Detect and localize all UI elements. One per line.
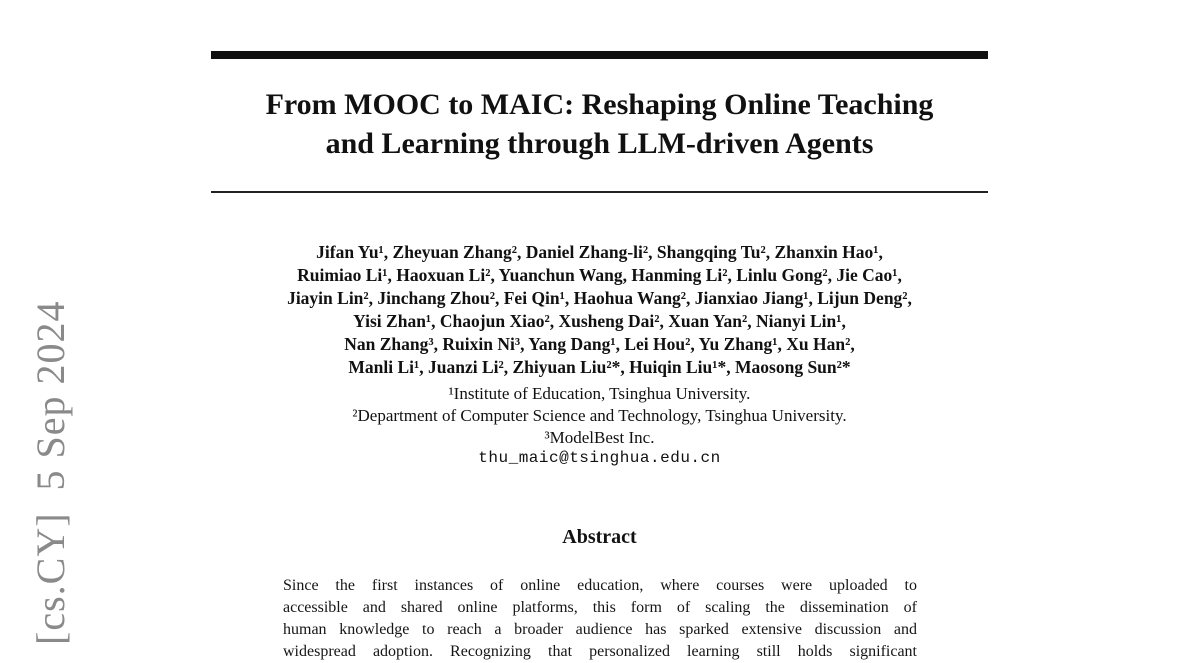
abstract-paragraph <box>283 575 917 663</box>
paper-title <box>211 85 988 163</box>
title-rule-bottom <box>211 191 988 193</box>
affiliation-line-1: ¹Institute of Education, Tsinghua University. <box>448 384 751 403</box>
arxiv-stamp: [cs.CY] 5 Sep 2024 <box>28 300 73 645</box>
abstract-line-4: widespread adoption. Recognizing that personalized learning still holds significant <box>283 643 917 660</box>
contact-email: thu_maic@tsinghua.edu.cn <box>478 449 721 467</box>
affiliation-line-3: ³ModelBest Inc. <box>544 428 655 447</box>
author-line-6: Manli Li¹, Juanzi Li², Zhiyuan Liu²*, Huiqin Liu¹*, Maosong Sun²* <box>348 357 851 377</box>
abstract-heading: Abstract <box>562 526 637 548</box>
affiliation-line-2: ²Department of Computer Science and Technology, Tsinghua University. <box>352 406 847 425</box>
title-rule-top <box>211 51 988 59</box>
abstract-line-1: Since the first instances of online education, where courses were uploaded to <box>283 577 917 594</box>
author-line-5: Nan Zhang³, Ruixin Ni³, Yang Dang¹, Lei Hou², Yu Zhang¹, Xu Han², <box>344 334 855 354</box>
author-line-2: Ruimiao Li¹, Haoxuan Li², Yuanchun Wang, Hanming Li², Linlu Gong², Jie Cao¹, <box>297 265 902 285</box>
author-line-1: Jifan Yu¹, Zheyuan Zhang², Daniel Zhang-li², Shangqing Tu², Zhanxin Hao¹, <box>316 242 883 262</box>
abstract-line-3: human knowledge to reach a broader audience has sparked extensive discussion and <box>283 621 917 638</box>
author-line-4: Yisi Zhan¹, Chaojun Xiao², Xusheng Dai², Xuan Yan², Nianyi Lin¹, <box>353 311 846 331</box>
paper-title-line-1: From MOOC to MAIC: Reshaping Online Teaching <box>265 88 934 121</box>
paper-title-line-2: and Learning through LLM-driven Agents <box>325 127 874 160</box>
affiliation-list <box>211 383 988 449</box>
abstract-line-2: accessible and shared online platforms, this form of scaling the dissemination of <box>283 599 917 616</box>
author-line-3: Jiayin Lin², Jinchang Zhou², Fei Qin¹, Haohua Wang², Jianxiao Jiang¹, Lijun Deng², <box>287 288 912 308</box>
author-list <box>191 241 1008 379</box>
